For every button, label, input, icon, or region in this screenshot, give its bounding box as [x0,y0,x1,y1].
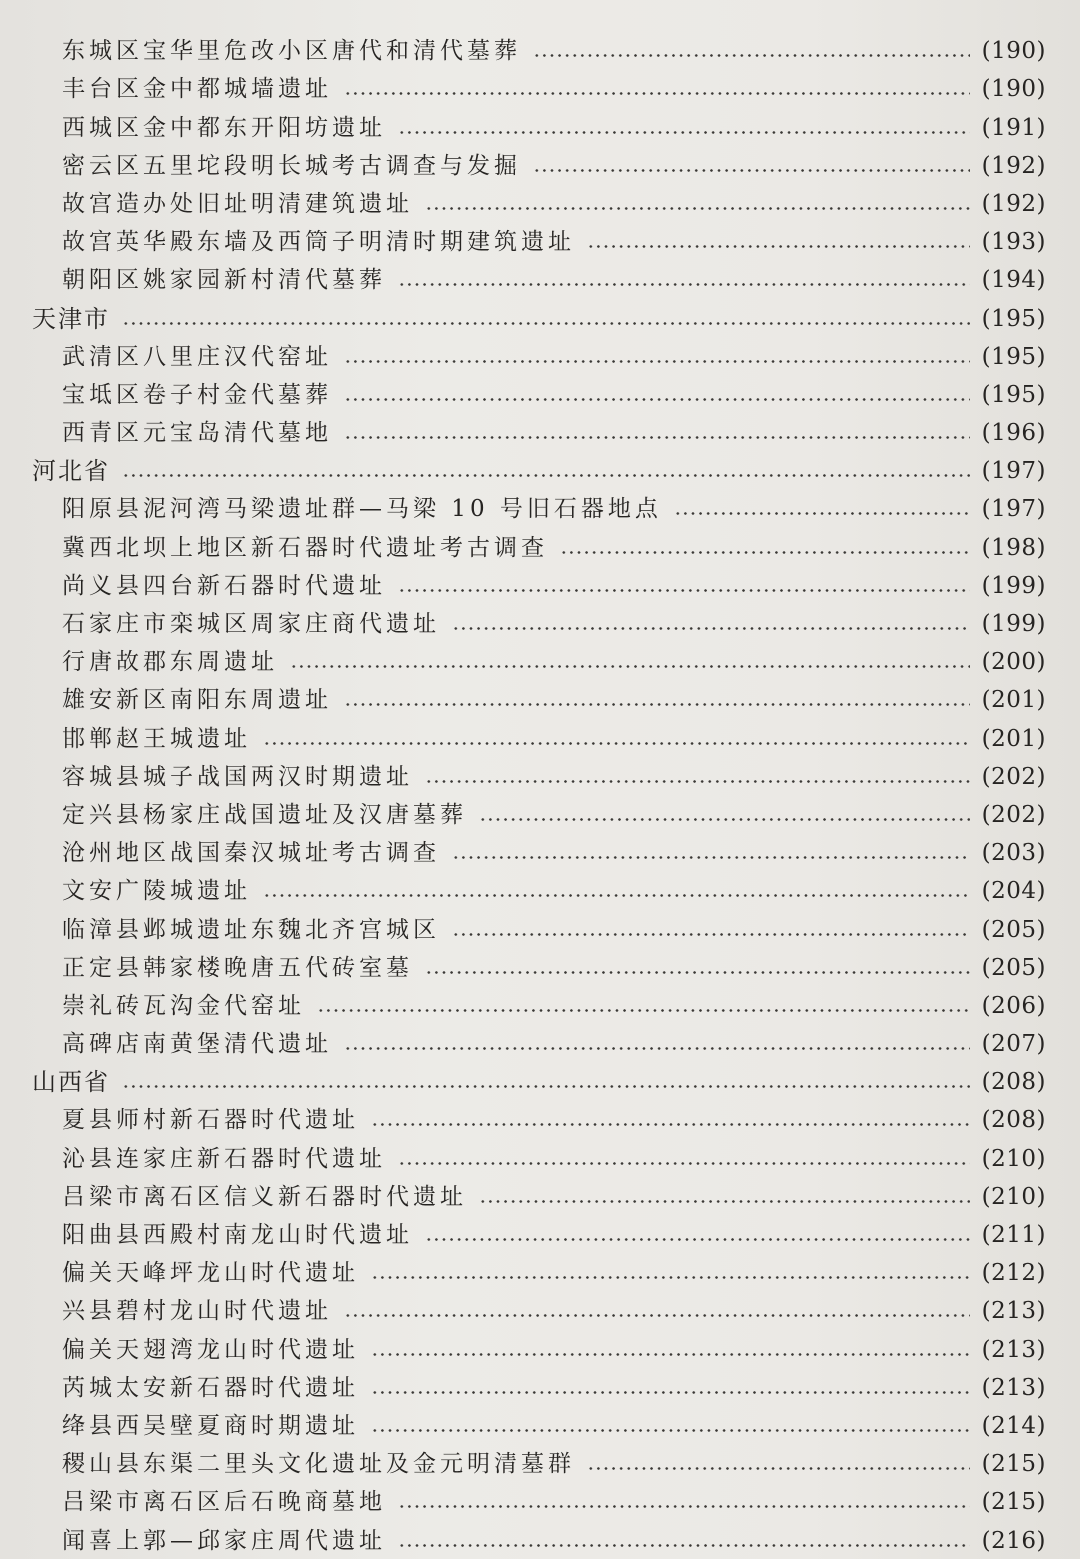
dot-leader [398,589,970,592]
toc-entry-row [0,868,1080,906]
toc-entry-title: 宝坻区卷子村金代墓葬 [62,381,332,408]
dot-leader [398,1505,970,1508]
toc-entry-title: 文安广陵城遗址 [62,878,251,905]
toc-section-title: 河北省 [32,457,110,486]
dot-leader [425,1238,970,1241]
toc-page-number: (194) [981,267,1046,294]
toc-entry-title: 阳曲县西殿村南龙山时代遗址 [62,1222,413,1248]
dot-leader [398,131,970,134]
toc-entry-row [0,66,1080,104]
toc-page-number: (199) [981,611,1046,637]
toc-entry-title: 夏县师村新石器时代遗址 [62,1107,359,1134]
dot-leader [344,360,970,363]
toc-entry-row [0,28,1080,66]
toc-entry-row [0,945,1080,983]
toc-entry-row [0,1212,1080,1250]
dot-leader [398,283,970,286]
toc-page-number: (200) [981,649,1046,676]
toc-page-number: (191) [981,114,1046,141]
toc-entry-row [0,715,1080,753]
toc-entry-title: 芮城太安新石器时代遗址 [62,1374,359,1401]
toc-entry-row [0,1479,1080,1517]
toc-entry-title: 故宫造办处旧址明清建筑遗址 [62,190,413,217]
dot-leader [452,856,970,859]
toc-entry-title: 兴县碧村龙山时代遗址 [62,1298,332,1325]
dot-leader [425,207,970,210]
toc-section-title: 天津市 [32,304,110,333]
toc-entry-title: 行唐故郡东周遗址 [62,649,278,676]
toc-entry-row [0,1288,1080,1326]
dot-leader [371,1391,970,1394]
toc-entry-row [0,677,1080,715]
toc-entry-row [0,983,1080,1021]
toc-page-number: (212) [981,1260,1046,1287]
toc-entry-row [0,372,1080,410]
dot-leader [560,551,970,554]
toc-page-number: (213) [981,1336,1046,1363]
toc-entry-row [0,754,1080,792]
toc-entry-title: 绛县西吴壁夏商时期遗址 [62,1412,359,1439]
dot-leader [371,1276,970,1279]
toc-page-number: (193) [981,229,1046,256]
toc-entry-row [0,1135,1080,1173]
toc-page-number: (213) [981,1298,1046,1325]
dot-leader [317,1009,970,1012]
toc-page-number: (202) [981,801,1046,828]
dot-leader [344,92,970,95]
toc-entry-title: 西城区金中都东开阳坊遗址 [62,114,386,141]
toc-entry-row [0,563,1080,601]
toc-entry-title: 偏关天峰坪龙山时代遗址 [62,1260,359,1287]
toc-entry-title: 沁县连家庄新石器时代遗址 [62,1145,386,1172]
toc-page-number: (211) [981,1222,1046,1248]
table-of-contents [0,28,1080,1556]
toc-page-number: (201) [981,687,1046,714]
dot-leader [122,1085,970,1088]
toc-page-number: (202) [981,763,1046,790]
toc-entry-row [0,410,1080,448]
toc-page-number: (214) [981,1412,1046,1439]
toc-page-number: (196) [981,420,1046,447]
toc-entry-title: 高碑店南黄堡清代遗址 [62,1031,332,1058]
toc-page-number: (208) [981,1107,1046,1134]
toc-entry-title: 正定县韩家楼晚唐五代砖室墓 [62,954,413,981]
toc-entry-row [0,524,1080,562]
toc-page-number: (210) [981,1145,1046,1172]
toc-page-number: (207) [981,1031,1046,1058]
toc-page-number: (205) [981,916,1046,943]
toc-entry-title: 偏关天翅湾龙山时代遗址 [62,1336,359,1363]
toc-section-title: 山西省 [32,1068,110,1097]
toc-entry-row [0,219,1080,257]
toc-entry-title: 临漳县邺城遗址东魏北齐宫城区 [62,916,440,943]
toc-entry-title: 闻喜上郭—邱家庄周代遗址 [62,1527,386,1554]
dot-leader [425,780,970,783]
toc-entry-row [0,639,1080,677]
toc-section-row [0,448,1080,486]
dot-leader [533,54,970,57]
dot-leader [425,971,970,974]
dot-leader [344,1314,970,1317]
toc-entry-row [0,1326,1080,1364]
toc-page-number: (199) [981,572,1046,599]
toc-entry-title: 朝阳区姚家园新村清代墓葬 [62,267,386,294]
toc-entry-row [0,1097,1080,1135]
toc-entry-title: 崇礼砖瓦沟金代窑址 [62,992,305,1019]
toc-entry-title: 吕梁市离石区信义新石器时代遗址 [62,1183,467,1210]
dot-leader [122,322,970,325]
toc-section-row [0,295,1080,333]
toc-page-number: (197) [981,496,1046,523]
toc-page-number: (215) [981,1489,1046,1516]
toc-entry-row [0,181,1080,219]
dot-leader [263,894,970,897]
toc-entry-title: 沧州地区战国秦汉城址考古调查 [62,840,440,867]
dot-leader [371,1429,970,1432]
toc-entry-row [0,601,1080,639]
toc-entry-row [0,1441,1080,1479]
dot-leader [398,1162,970,1165]
toc-entry-row [0,1250,1080,1288]
dot-leader [344,1047,970,1050]
toc-entry-title: 西青区元宝岛清代墓地 [62,420,332,447]
toc-page-number: (195) [981,305,1046,332]
toc-entry-title: 冀西北坝上地区新石器时代遗址考古调查 [62,534,548,561]
toc-entry-row [0,1365,1080,1403]
toc-entry-row [0,1517,1080,1555]
toc-entry-title: 尚义县四台新石器时代遗址 [62,572,386,599]
dot-leader [290,665,970,668]
toc-page-number: (203) [981,840,1046,867]
toc-page-number: (201) [981,725,1046,752]
toc-entry-title: 东城区宝华里危改小区唐代和清代墓葬 [62,38,521,65]
toc-page-number: (208) [981,1069,1046,1096]
toc-entry-row [0,334,1080,372]
toc-entry-title: 石家庄市栾城区周家庄商代遗址 [62,611,440,637]
toc-entry-title: 阳原县泥河湾马梁遗址群—马梁 10 号旧石器地点 [62,496,662,523]
dot-leader [452,627,970,630]
toc-page-number: (192) [981,190,1046,217]
toc-page-number: (216) [981,1527,1046,1554]
dot-leader [344,703,970,706]
toc-entry-row [0,486,1080,524]
toc-entry-row [0,1174,1080,1212]
toc-entry-row [0,1403,1080,1441]
dot-leader [371,1123,970,1126]
toc-entry-row [0,143,1080,181]
toc-page-number: (213) [981,1374,1046,1401]
toc-page-number: (195) [981,381,1046,408]
toc-page-number: (190) [981,38,1046,65]
dot-leader [371,1353,970,1356]
toc-page-number: (215) [981,1451,1046,1478]
toc-entry-title: 丰台区金中都城墙遗址 [62,76,332,103]
toc-page-number: (190) [981,76,1046,103]
dot-leader [587,1467,970,1470]
toc-page-number: (195) [981,343,1046,370]
toc-page-number: (206) [981,992,1046,1019]
toc-entry-title: 稷山县东渠二里头文化遗址及金元明清墓群 [62,1451,575,1478]
toc-entry-title: 故宫英华殿东墙及西筒子明清时期建筑遗址 [62,229,575,256]
toc-entry-row [0,257,1080,295]
toc-entry-row [0,792,1080,830]
dot-leader [452,933,970,936]
toc-page-number: (205) [981,954,1046,981]
toc-entry-row [0,104,1080,142]
toc-entry-row [0,830,1080,868]
toc-page-number: (204) [981,878,1046,905]
dot-leader [398,1544,970,1547]
dot-leader [344,436,970,439]
toc-entry-title: 密云区五里坨段明长城考古调查与发掘 [62,152,521,179]
toc-entry-title: 雄安新区南阳东周遗址 [62,687,332,714]
toc-page-number: (198) [981,534,1046,561]
toc-page-number: (210) [981,1183,1046,1210]
dot-leader [533,169,970,172]
toc-entry-row [0,906,1080,944]
dot-leader [344,398,970,401]
toc-entry-title: 吕梁市离石区后石晚商墓地 [62,1489,386,1516]
toc-entry-row [0,1021,1080,1059]
toc-entry-title: 定兴县杨家庄战国遗址及汉唐墓葬 [62,801,467,828]
toc-entry-title: 邯郸赵王城遗址 [62,725,251,752]
toc-entry-title: 武清区八里庄汉代窑址 [62,343,332,370]
dot-leader [587,245,970,248]
dot-leader [122,474,970,477]
dot-leader [479,818,970,821]
toc-entry-title: 容城县城子战国两汉时期遗址 [62,763,413,790]
dot-leader [479,1200,970,1203]
dot-leader [263,742,970,745]
toc-page-number: (197) [981,458,1046,485]
toc-page-number: (192) [981,152,1046,179]
toc-section-row [0,1059,1080,1097]
dot-leader [674,512,970,515]
